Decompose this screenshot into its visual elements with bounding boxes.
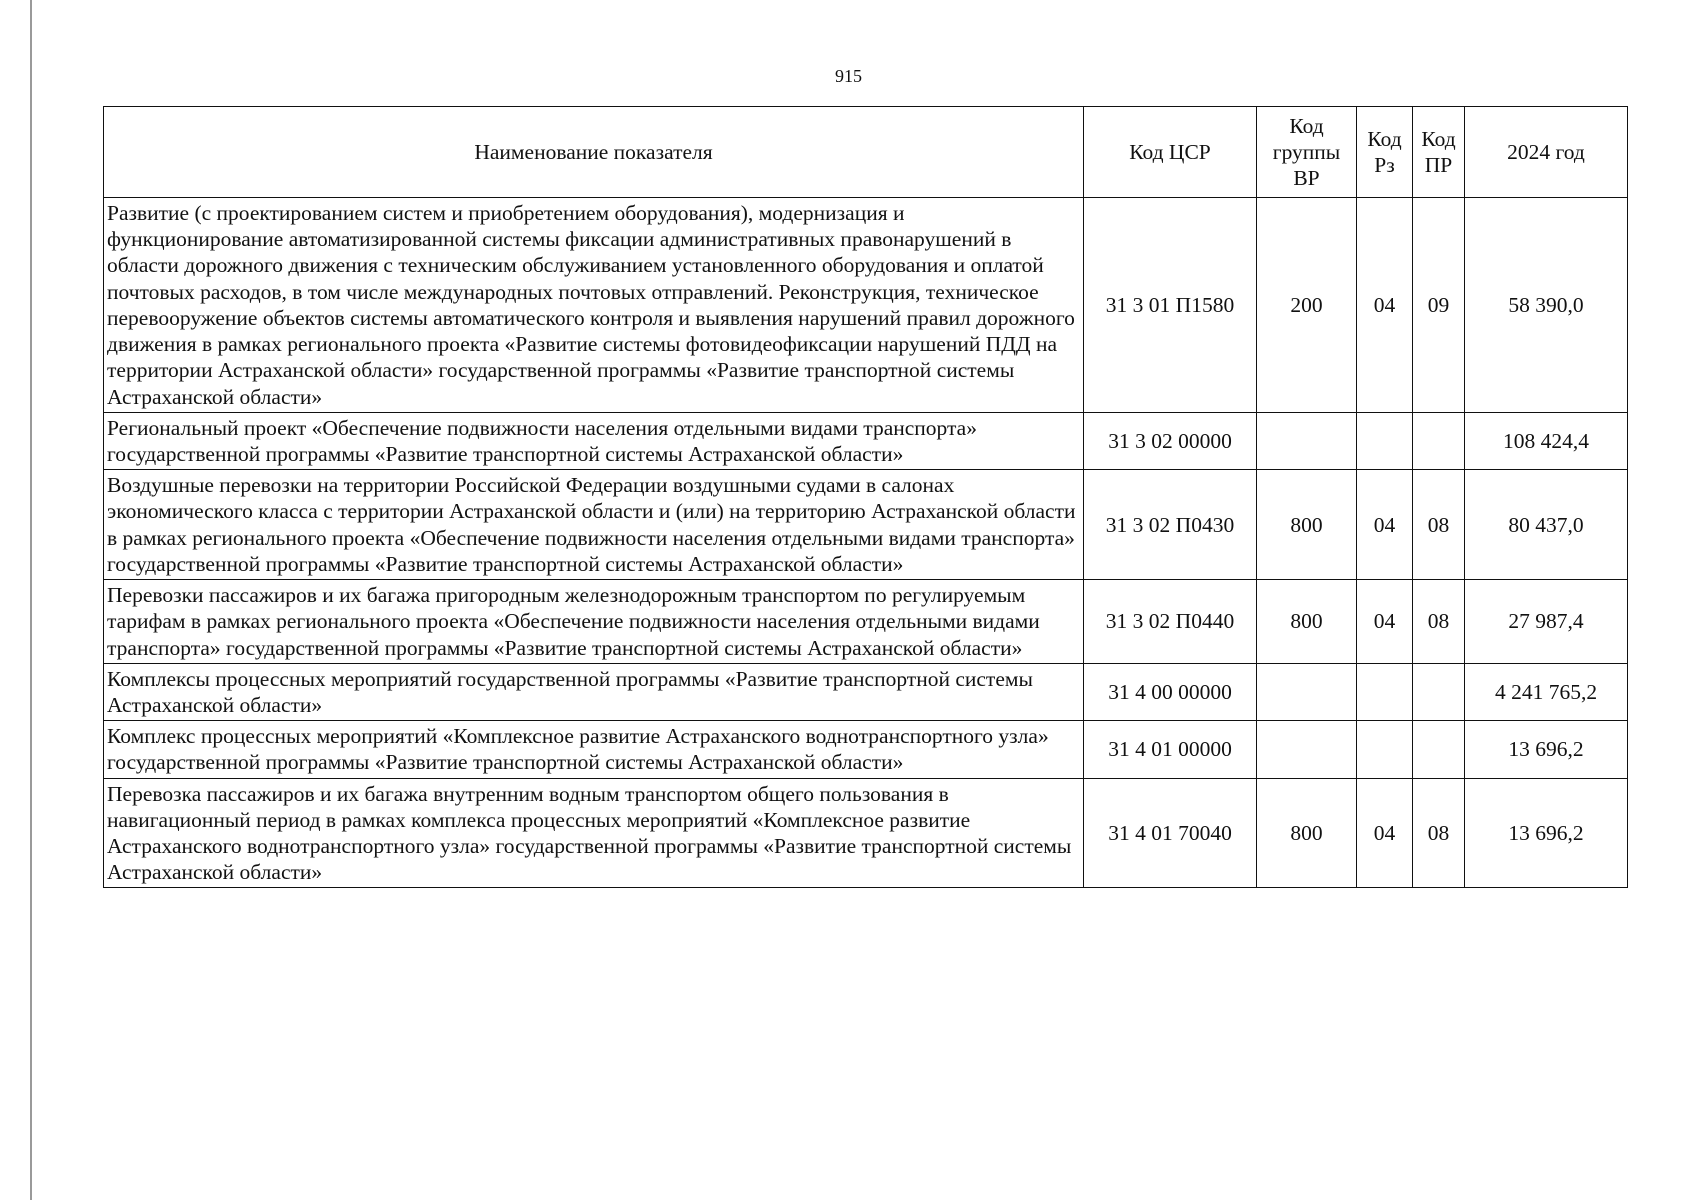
header-csr: Код ЦСР (1084, 107, 1257, 198)
row-pr: 08 (1413, 580, 1465, 664)
row-vr (1257, 721, 1357, 778)
row-vr: 800 (1257, 580, 1357, 664)
row-csr: 31 4 01 70040 (1084, 778, 1257, 888)
row-name: Региональный проект «Обеспечение подвижности населения отдельными видами транспорта» государственной программы «Развитие транспортной системы Астраханской области» (104, 412, 1084, 469)
row-sum: 80 437,0 (1465, 470, 1628, 580)
row-pr (1413, 663, 1465, 720)
row-name: Воздушные перевозки на территории Российской Федерации воздушными судами в салонах экономического класса с территории Астраханской области и (или) на территорию Астраханской области в рамках регионального проекта «Обеспечение подвижности населения отдельными видами транспорта» государственной программы «Развитие транспортной системы Астраханской области» (104, 470, 1084, 580)
row-sum: 13 696,2 (1465, 778, 1628, 888)
row-rz (1357, 721, 1413, 778)
row-csr: 31 3 02 П0430 (1084, 470, 1257, 580)
row-name: Комплексы процессных мероприятий государственной программы «Развитие транспортной системы Астраханской области» (104, 663, 1084, 720)
table-row (104, 778, 1628, 888)
row-csr: 31 3 02 П0440 (1084, 580, 1257, 664)
table-row (104, 412, 1628, 469)
header-year: 2024 год (1465, 107, 1628, 198)
row-sum: 58 390,0 (1465, 198, 1628, 413)
row-pr (1413, 721, 1465, 778)
row-rz: 04 (1357, 198, 1413, 413)
row-csr: 31 3 02 00000 (1084, 412, 1257, 469)
budget-table (103, 106, 1628, 888)
scan-edge-line (30, 0, 32, 1200)
table-header-row (104, 107, 1628, 198)
row-pr (1413, 412, 1465, 469)
table-row (104, 580, 1628, 664)
row-sum: 4 241 765,2 (1465, 663, 1628, 720)
row-name: Развитие (с проектированием систем и приобретением оборудования), модернизация и функционирование автоматизированной системы фиксации административных правонарушений в области дорожного движения с техническим обслуживанием установленного оборудования и оплатой почтовых расходов, в том числе международных почтовых отправлений. Реконструкция, техническое перевооружение объектов системы автоматического контроля и выявления нарушений правил дорожного движения в рамках регионального проекта «Развитие системы фотовидеофиксации нарушений ПДД на территории Астраханской области» государственной программы «Развитие транспортной системы Астраханской области» (104, 198, 1084, 413)
table-row (104, 470, 1628, 580)
header-name: Наименование показателя (104, 107, 1084, 198)
row-rz (1357, 412, 1413, 469)
row-name: Комплекс процессных мероприятий «Комплексное развитие Астраханского воднотранспортного узла» государственной программы «Развитие транспортной системы Астраханской области» (104, 721, 1084, 778)
table-row (104, 198, 1628, 413)
table-row (104, 663, 1628, 720)
row-rz (1357, 663, 1413, 720)
header-vr: Код группы ВР (1257, 107, 1357, 198)
row-vr: 200 (1257, 198, 1357, 413)
row-csr: 31 4 00 00000 (1084, 663, 1257, 720)
row-sum: 27 987,4 (1465, 580, 1628, 664)
row-csr: 31 4 01 00000 (1084, 721, 1257, 778)
row-rz: 04 (1357, 580, 1413, 664)
header-rz: Код Рз (1357, 107, 1413, 198)
header-pr: Код ПР (1413, 107, 1465, 198)
row-rz: 04 (1357, 778, 1413, 888)
row-pr: 08 (1413, 778, 1465, 888)
row-vr (1257, 663, 1357, 720)
row-sum: 108 424,4 (1465, 412, 1628, 469)
row-name: Перевозка пассажиров и их багажа внутренним водным транспортом общего пользования в навигационный период в рамках комплекса процессных мероприятий «Комплексное развитие Астраханского воднотранспортного узла» государственной программы «Развитие транспортной системы Астраханской области» (104, 778, 1084, 888)
row-pr: 08 (1413, 470, 1465, 580)
page-number: 915 (835, 66, 862, 86)
row-rz: 04 (1357, 470, 1413, 580)
row-vr: 800 (1257, 470, 1357, 580)
row-vr: 800 (1257, 778, 1357, 888)
row-sum: 13 696,2 (1465, 721, 1628, 778)
row-pr: 09 (1413, 198, 1465, 413)
row-name: Перевозки пассажиров и их багажа пригородным железнодорожным транспортом по регулируемым тарифам в рамках регионального проекта «Обеспечение подвижности населения отдельными видами транспорта» государственной программы «Развитие транспортной системы Астраханской области» (104, 580, 1084, 664)
row-csr: 31 3 01 П1580 (1084, 198, 1257, 413)
table-row (104, 721, 1628, 778)
row-vr (1257, 412, 1357, 469)
